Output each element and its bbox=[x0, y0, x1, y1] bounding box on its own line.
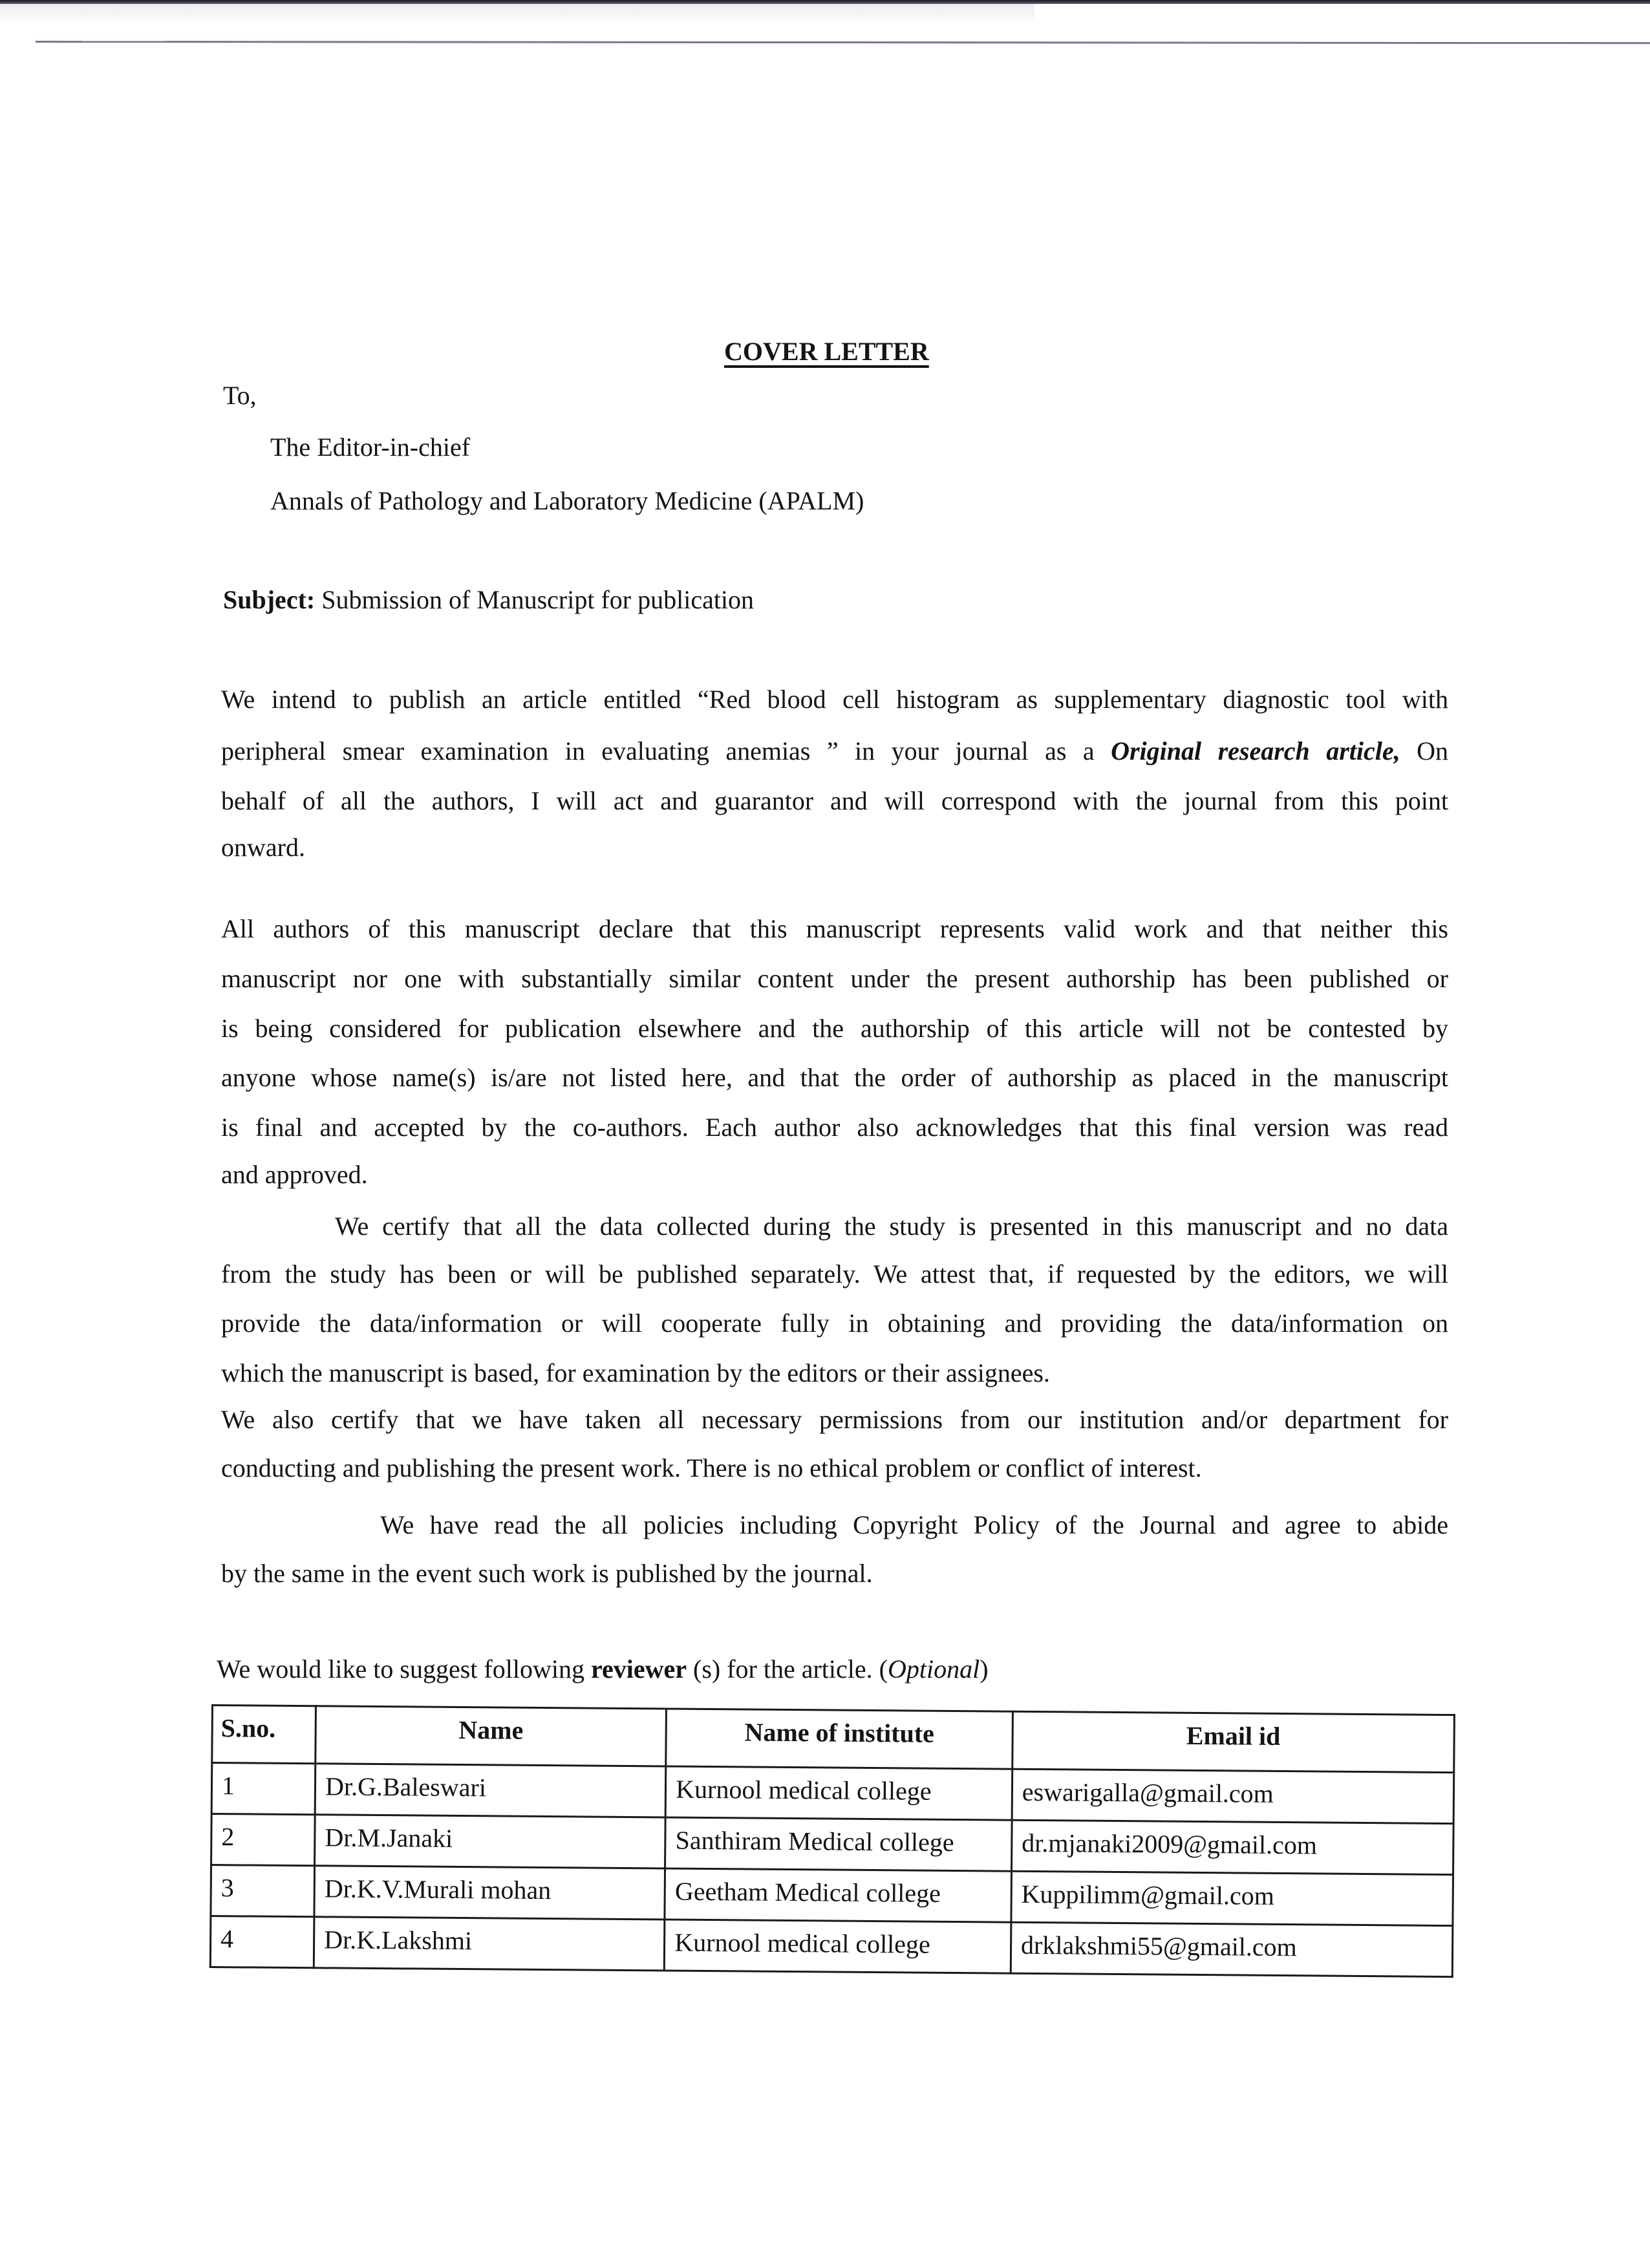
paragraph-1-text: On bbox=[1400, 736, 1448, 765]
paragraph-4-line: conducting and publishing the present work. There is no ethical problem or conflict of interest. bbox=[221, 1453, 1202, 1482]
column-header-name: Name bbox=[316, 1706, 667, 1766]
subject-line bbox=[223, 587, 754, 613]
paragraph-1-line-4: onward. bbox=[221, 833, 305, 862]
cell-institute: Kurnool medical college bbox=[665, 1920, 1011, 1973]
cell-sno: 3 bbox=[211, 1865, 315, 1917]
paragraph-2-line: and approved. bbox=[221, 1160, 368, 1189]
reviewer-intro-text: We would like to suggest following bbox=[217, 1654, 591, 1684]
recipient-line-2: Annals of Pathology and Laboratory Medicine (APALM) bbox=[270, 486, 864, 515]
table-row bbox=[211, 1865, 1453, 1926]
cell-institute: Geetham Medical college bbox=[665, 1868, 1011, 1922]
paragraph-2-line: manuscript nor one with substantially similar content under the present authorship has been published or bbox=[221, 964, 1448, 993]
paragraph-1-text: peripheral smear examination in evaluating anemias ” in your journal as a bbox=[221, 736, 1111, 765]
reviewer-intro bbox=[217, 1656, 989, 1682]
table-row bbox=[211, 1814, 1454, 1875]
optional-label: Optional bbox=[887, 1654, 980, 1684]
paragraph-2-line: is being considered for publication elsewhere and the authorship of this article will not be contested by bbox=[221, 1014, 1448, 1043]
cell-email: eswarigalla@gmail.com bbox=[1012, 1769, 1454, 1823]
scan-artifact-line bbox=[36, 41, 1650, 44]
paragraph-5-line: We have read the all policies including Copyright Policy of the Journal and agree to abide bbox=[380, 1510, 1448, 1539]
document-title: COVER LETTER bbox=[724, 337, 929, 366]
paragraph-1-line-2 bbox=[221, 736, 1448, 766]
cell-sno: 4 bbox=[210, 1916, 314, 1968]
reviewer-intro-text: ) bbox=[980, 1654, 989, 1684]
cell-email: Kuppilimm@gmail.com bbox=[1011, 1871, 1453, 1925]
paragraph-2-line: All authors of this manuscript declare that this manuscript represents valid work and that neither this bbox=[221, 914, 1448, 943]
reviewer-emphasis: reviewer bbox=[590, 1654, 687, 1684]
paragraph-3-line: We certify that all the data collected during the study is presented in this manuscript and no data bbox=[335, 1212, 1448, 1241]
subject-text: Submission of Manuscript for publication bbox=[321, 585, 755, 614]
subject-label: Subject: bbox=[223, 585, 316, 614]
cell-sno: 2 bbox=[211, 1814, 316, 1866]
paragraph-2-line: anyone whose name(s) is/are not listed here, and that the order of authorship as placed in the manuscript bbox=[221, 1063, 1448, 1092]
salutation: To, bbox=[223, 381, 257, 410]
table-row bbox=[211, 1763, 1454, 1824]
reviewer-table bbox=[209, 1704, 1455, 1978]
reviewer-intro-text: (s) for the article. ( bbox=[687, 1654, 888, 1684]
cell-institute: Kurnool medical college bbox=[665, 1766, 1012, 1820]
paragraph-1-line-1: We intend to publish an article entitled “Red blood cell histogram as supplementary diagnostic tool with bbox=[221, 685, 1448, 714]
paragraph-3-line: provide the data/information or will cooperate fully in obtaining and providing the data/information on bbox=[221, 1309, 1448, 1338]
column-header-sno: S.no. bbox=[212, 1706, 316, 1764]
cell-name: Dr.M.Janaki bbox=[315, 1815, 666, 1868]
cell-email: dr.mjanaki2009@gmail.com bbox=[1011, 1820, 1453, 1874]
paragraph-3-line: from the study has been or will be published separately. We attest that, if requested by the editors, we will bbox=[221, 1259, 1448, 1289]
column-header-email: Email id bbox=[1012, 1711, 1455, 1772]
cell-sno: 1 bbox=[211, 1763, 316, 1815]
scan-shadow bbox=[0, 4, 1034, 23]
paragraph-3-line: which the manuscript is based, for examination by the editors or their assignees. bbox=[221, 1358, 1050, 1387]
paragraph-4-line: We also certify that we have taken all necessary permissions from our institution and/or department for bbox=[221, 1405, 1448, 1434]
cell-name: Dr.K.Lakshmi bbox=[314, 1917, 665, 1971]
paragraph-1-line-3: behalf of all the authors, I will act and guarantor and will correspond with the journal from this point bbox=[221, 786, 1448, 815]
table-row bbox=[210, 1916, 1453, 1977]
paragraph-5-line: by the same in the event such work is published by the journal. bbox=[221, 1559, 873, 1588]
cell-institute: Santhiram Medical college bbox=[665, 1817, 1012, 1871]
article-type-emphasis: Original research article, bbox=[1111, 736, 1400, 765]
cell-name: Dr.K.V.Murali mohan bbox=[314, 1866, 665, 1920]
recipient-line-1: The Editor-in-chief bbox=[270, 433, 471, 462]
column-header-institute: Name of institute bbox=[666, 1709, 1012, 1769]
cell-name: Dr.G.Baleswari bbox=[315, 1764, 666, 1817]
cell-email: drklakshmi55@gmail.com bbox=[1011, 1922, 1453, 1976]
table-header-row bbox=[212, 1706, 1455, 1773]
paragraph-2-line: is final and accepted by the co-authors. Each author also acknowledges that this final version was read bbox=[221, 1113, 1448, 1142]
